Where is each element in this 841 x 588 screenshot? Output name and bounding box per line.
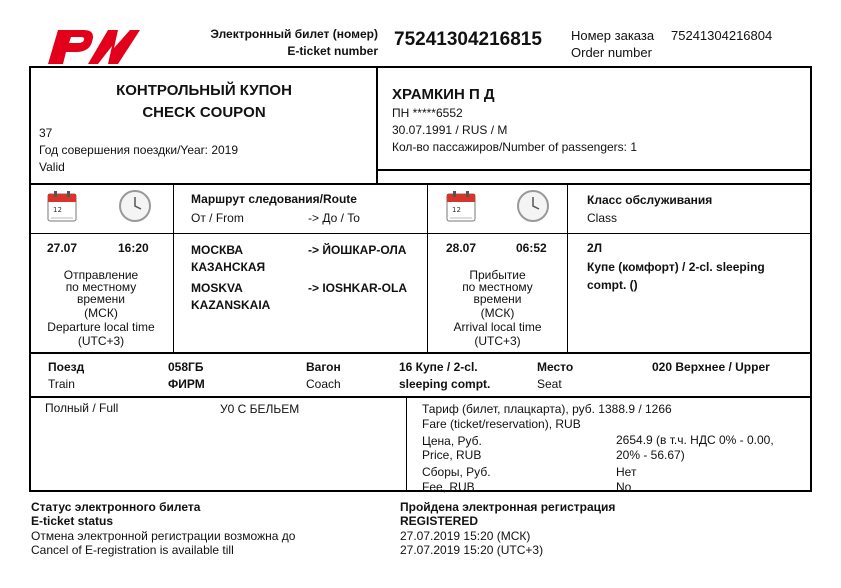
fare-linen: У0 С БЕЛЬЕМ bbox=[220, 402, 300, 416]
clock-icon bbox=[516, 189, 550, 223]
reg-time-1: 27.07.2019 15:20 (МСК) bbox=[400, 529, 531, 543]
service-code: 2Л bbox=[587, 241, 603, 255]
reg-status-ru: Пройдена электронная регистрация bbox=[400, 500, 616, 514]
passenger-document: ПН *****6552 bbox=[392, 106, 463, 120]
order-number: 75241304216804 bbox=[671, 28, 773, 43]
arrival-description: Прибытие по местному времени (МСК) Arrival local time (UTC+3) bbox=[453, 268, 542, 348]
price-label-ru: Цена, Руб. bbox=[422, 434, 482, 448]
vdiv-1 bbox=[173, 183, 174, 353]
divider-row3 bbox=[29, 352, 812, 354]
svg-text:12: 12 bbox=[452, 206, 461, 214]
coupon-line3: Valid bbox=[39, 160, 65, 174]
car-label-en: Coach bbox=[306, 377, 341, 391]
eticket-label-en: E-ticket number bbox=[287, 44, 378, 58]
order-label-ru: Номер заказа bbox=[571, 28, 655, 43]
calendar-icon bbox=[47, 190, 77, 222]
svg-text:12: 12 bbox=[53, 206, 62, 214]
fare-type: Полный / Full bbox=[45, 401, 119, 415]
divider-coupon bbox=[376, 66, 378, 183]
passenger-birth: 30.07.1991 / RUS / M bbox=[392, 123, 508, 137]
frame-right bbox=[810, 66, 812, 492]
coupon-line2: Год совершения поездки/Year: 2019 bbox=[39, 143, 239, 157]
status-title-ru: Статус электронного билета bbox=[31, 500, 201, 514]
train-firm: ФИРМ bbox=[168, 377, 205, 391]
route-from-en-2: KAZANSKAIA bbox=[191, 298, 271, 312]
fee-label-ru: Сборы, Руб. bbox=[422, 465, 491, 479]
eticket-label-ru: Электронный билет (номер) bbox=[210, 27, 378, 41]
eticket-number: 75241304216815 bbox=[394, 29, 542, 50]
train-label-ru: Поезд bbox=[48, 360, 85, 374]
service-label-en: Class bbox=[587, 211, 618, 225]
service-label-ru: Класс обслуживания bbox=[587, 193, 713, 207]
frame-bottom bbox=[29, 490, 812, 492]
route-from-ru: МОСКВА bbox=[191, 243, 244, 257]
divider-row4 bbox=[29, 396, 812, 398]
tariff-en: Fare (ticket/reservation), RUB bbox=[422, 417, 581, 431]
fee-value-2: No bbox=[616, 480, 632, 494]
fee-label-en: Fee, RUB bbox=[422, 480, 475, 494]
coupon-title-en: CHECK COUPON bbox=[142, 104, 266, 121]
order-label-en: Order number bbox=[571, 45, 652, 60]
service-desc-2: compt. () bbox=[587, 278, 638, 292]
passenger-count: Кол-во пассажиров/Number of passengers: 1 bbox=[392, 140, 638, 154]
calendar-icon bbox=[446, 190, 476, 222]
reg-status-en: REGISTERED bbox=[400, 514, 479, 528]
arrival-date: 28.07 bbox=[446, 241, 477, 255]
route-to-label: -> До / To bbox=[308, 211, 360, 225]
price-label-en: Price, RUB bbox=[422, 448, 482, 462]
price-value-2: 20% - 56.67) bbox=[616, 448, 685, 462]
frame-top bbox=[29, 66, 812, 68]
coupon-line1: 37 bbox=[39, 126, 53, 140]
route-from-en: MOSKVA bbox=[191, 281, 243, 295]
status-title-en: E-ticket status bbox=[31, 514, 114, 528]
car-value-1: 16 Купе / 2-cl. bbox=[399, 360, 478, 374]
route-from-ru-2: КАЗАНСКАЯ bbox=[191, 260, 266, 274]
route-from-label: От / From bbox=[191, 211, 244, 225]
arrival-time: 06:52 bbox=[516, 241, 547, 255]
train-label-en: Train bbox=[48, 377, 75, 391]
cancel-ru: Отмена электронной регистрации возможна до bbox=[31, 529, 296, 543]
train-number: 058ГБ bbox=[168, 360, 204, 374]
vdiv-fare bbox=[406, 396, 407, 491]
service-desc-1: Купе (комфорт) / 2-cl. sleeping bbox=[587, 260, 765, 274]
car-label-ru: Вагон bbox=[306, 360, 341, 374]
tariff-ru: Тариф (билет, плацкарта), руб. 1388.9 / 1266 bbox=[422, 402, 672, 416]
departure-date: 27.07 bbox=[47, 241, 78, 255]
divider-passenger-bottom bbox=[376, 169, 812, 171]
clock-icon bbox=[118, 189, 152, 223]
divider-row1 bbox=[29, 183, 812, 185]
divider-row2 bbox=[29, 233, 812, 234]
departure-description: Отправление по местному времени (МСК) Departure local time (UTC+3) bbox=[47, 268, 155, 348]
fee-value-1: Нет bbox=[616, 465, 637, 479]
price-value-1: 2654.9 (в т.ч. НДС 0% - 0.00, bbox=[616, 433, 774, 447]
seat-label-en: Seat bbox=[537, 377, 562, 391]
route-to-en: -> IOSHKAR-OLA bbox=[308, 281, 407, 295]
cancel-en: Cancel of E-registration is available till bbox=[31, 543, 234, 557]
departure-time: 16:20 bbox=[118, 241, 149, 255]
route-to-ru: -> ЙОШКАР-ОЛА bbox=[308, 243, 407, 257]
rzd-logo bbox=[44, 20, 144, 68]
passenger-name: ХРАМКИН П Д bbox=[392, 86, 495, 103]
seat-value: 020 Верхнее / Upper bbox=[652, 360, 770, 374]
seat-label-ru: Место bbox=[537, 360, 574, 374]
vdiv-3 bbox=[567, 183, 568, 353]
route-label: Маршрут следования/Route bbox=[191, 192, 357, 206]
car-value-2: sleeping compt. bbox=[399, 377, 491, 391]
coupon-title-ru: КОНТРОЛЬНЫЙ КУПОН bbox=[116, 82, 292, 99]
reg-time-2: 27.07.2019 15:20 (UTC+3) bbox=[400, 543, 544, 557]
